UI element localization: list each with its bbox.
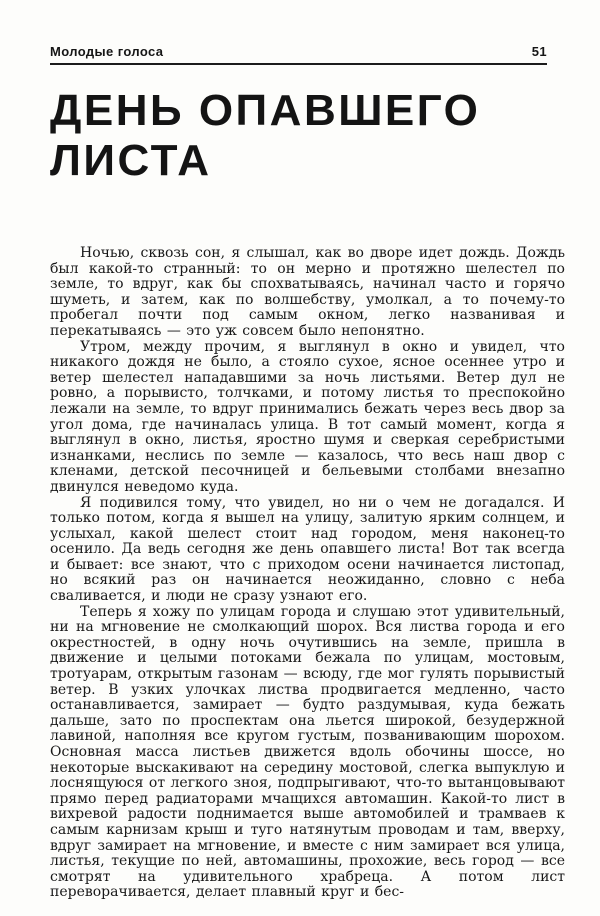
article-title-line-2: ЛИСТА (50, 136, 212, 185)
page-number: 51 (531, 44, 547, 59)
article-title (50, 86, 565, 186)
article-title-line-1: ДЕНЬ ОПАВШЕГО (50, 86, 481, 135)
header-rule (50, 63, 547, 65)
paragraph-4: Теперь я хожу по улицам города и слушаю этот удивительный, ни на мгновение не смолкающий шорох. Вся листва города и его окрестностей, в одну ночь очутившись на земле, пришла в движение и целыми потоками бежала по улицам, мостовым, тротуарам, открытым газонам — всюду, где мог гулять порывистый ветер. В узких улочках листва продвигается медленно, часто останавливается, замирает — будто раздумывая, куда бежать дальше, зато по проспектам она льется широкой, безудержной лавиной, наполняя все кругом густым, позванивающим шорохом. Основная масса листьев движется вдоль обочины шоссе, но некоторые выскакивают на середину мостовой, слегка выпуклую и лоснящуюся от легкого зноя, подпрыгивают, что-то вытанцовывают прямо перед радиаторами мчащихся автомашин. Какой-то лист в вихревой радости поднимается выше автомобилей и трамваев к самым карнизам крыш и туго натянутым проводам и там, вверху, вдруг замирает на мгновение, и вместе с ним замирает вся улица, листья, текущие по ней, автомашины, прохожие, весь город — все смотрят на удивительного храбреца. А потом лист переворачивается, делает плавный круг и бес- (50, 603, 565, 901)
paragraph-2: Утром, между прочим, я выглянул в окно и увидел, что никакого дождя не было, а стояло сухое, ясное осеннее утро и ветер шелестел нападавшими за ночь листьями. Ветер дул не ровно, а порывисто, толчками, и потому листья то преспокойно лежали на земле, то вдруг принимались бежать через весь двор за угол дома, где начиналась улица. В тот самый момент, когда я выглянул в окно, листья, яростно шумя и сверкая серебристыми изнанками, неслись по земле — казалось, что весь наш двор с кленами, детской песочницей и бельевыми столбами внезапно двинулся неведомо куда. (50, 338, 565, 495)
article-body (50, 246, 565, 901)
running-header (50, 44, 547, 59)
paragraph-3: Я подивился тому, что увидел, но ни о чем не догадался. И только потом, когда я вышел на улицу, залитую ярким солнцем, и услыхал, какой шелест стоит над городом, меня наконец-то осенило. Да ведь сегодня же день опавшего листа! Вот так всегда и бывает: все знают, что с приходом осени начинается листопад, но всякий раз он начинается неожиданно, словно с неба сваливается, и люди не сразу узнают его. (50, 494, 565, 605)
running-title: Молодые голоса (50, 44, 164, 59)
paragraph-1: Ночью, сквозь сон, я слышал, как во дворе идет дождь. Дождь был какой-то странный: то он мерно и протяжно шелестел по земле, то вдруг, как бы спохватываясь, начинал часто и горячо шуметь, и затем, как по волшебству, умолкал, а то почему-то пробегал почти под самым окном, легко названивая и перекатываясь — это уж совсем было непонятно. (50, 245, 565, 339)
